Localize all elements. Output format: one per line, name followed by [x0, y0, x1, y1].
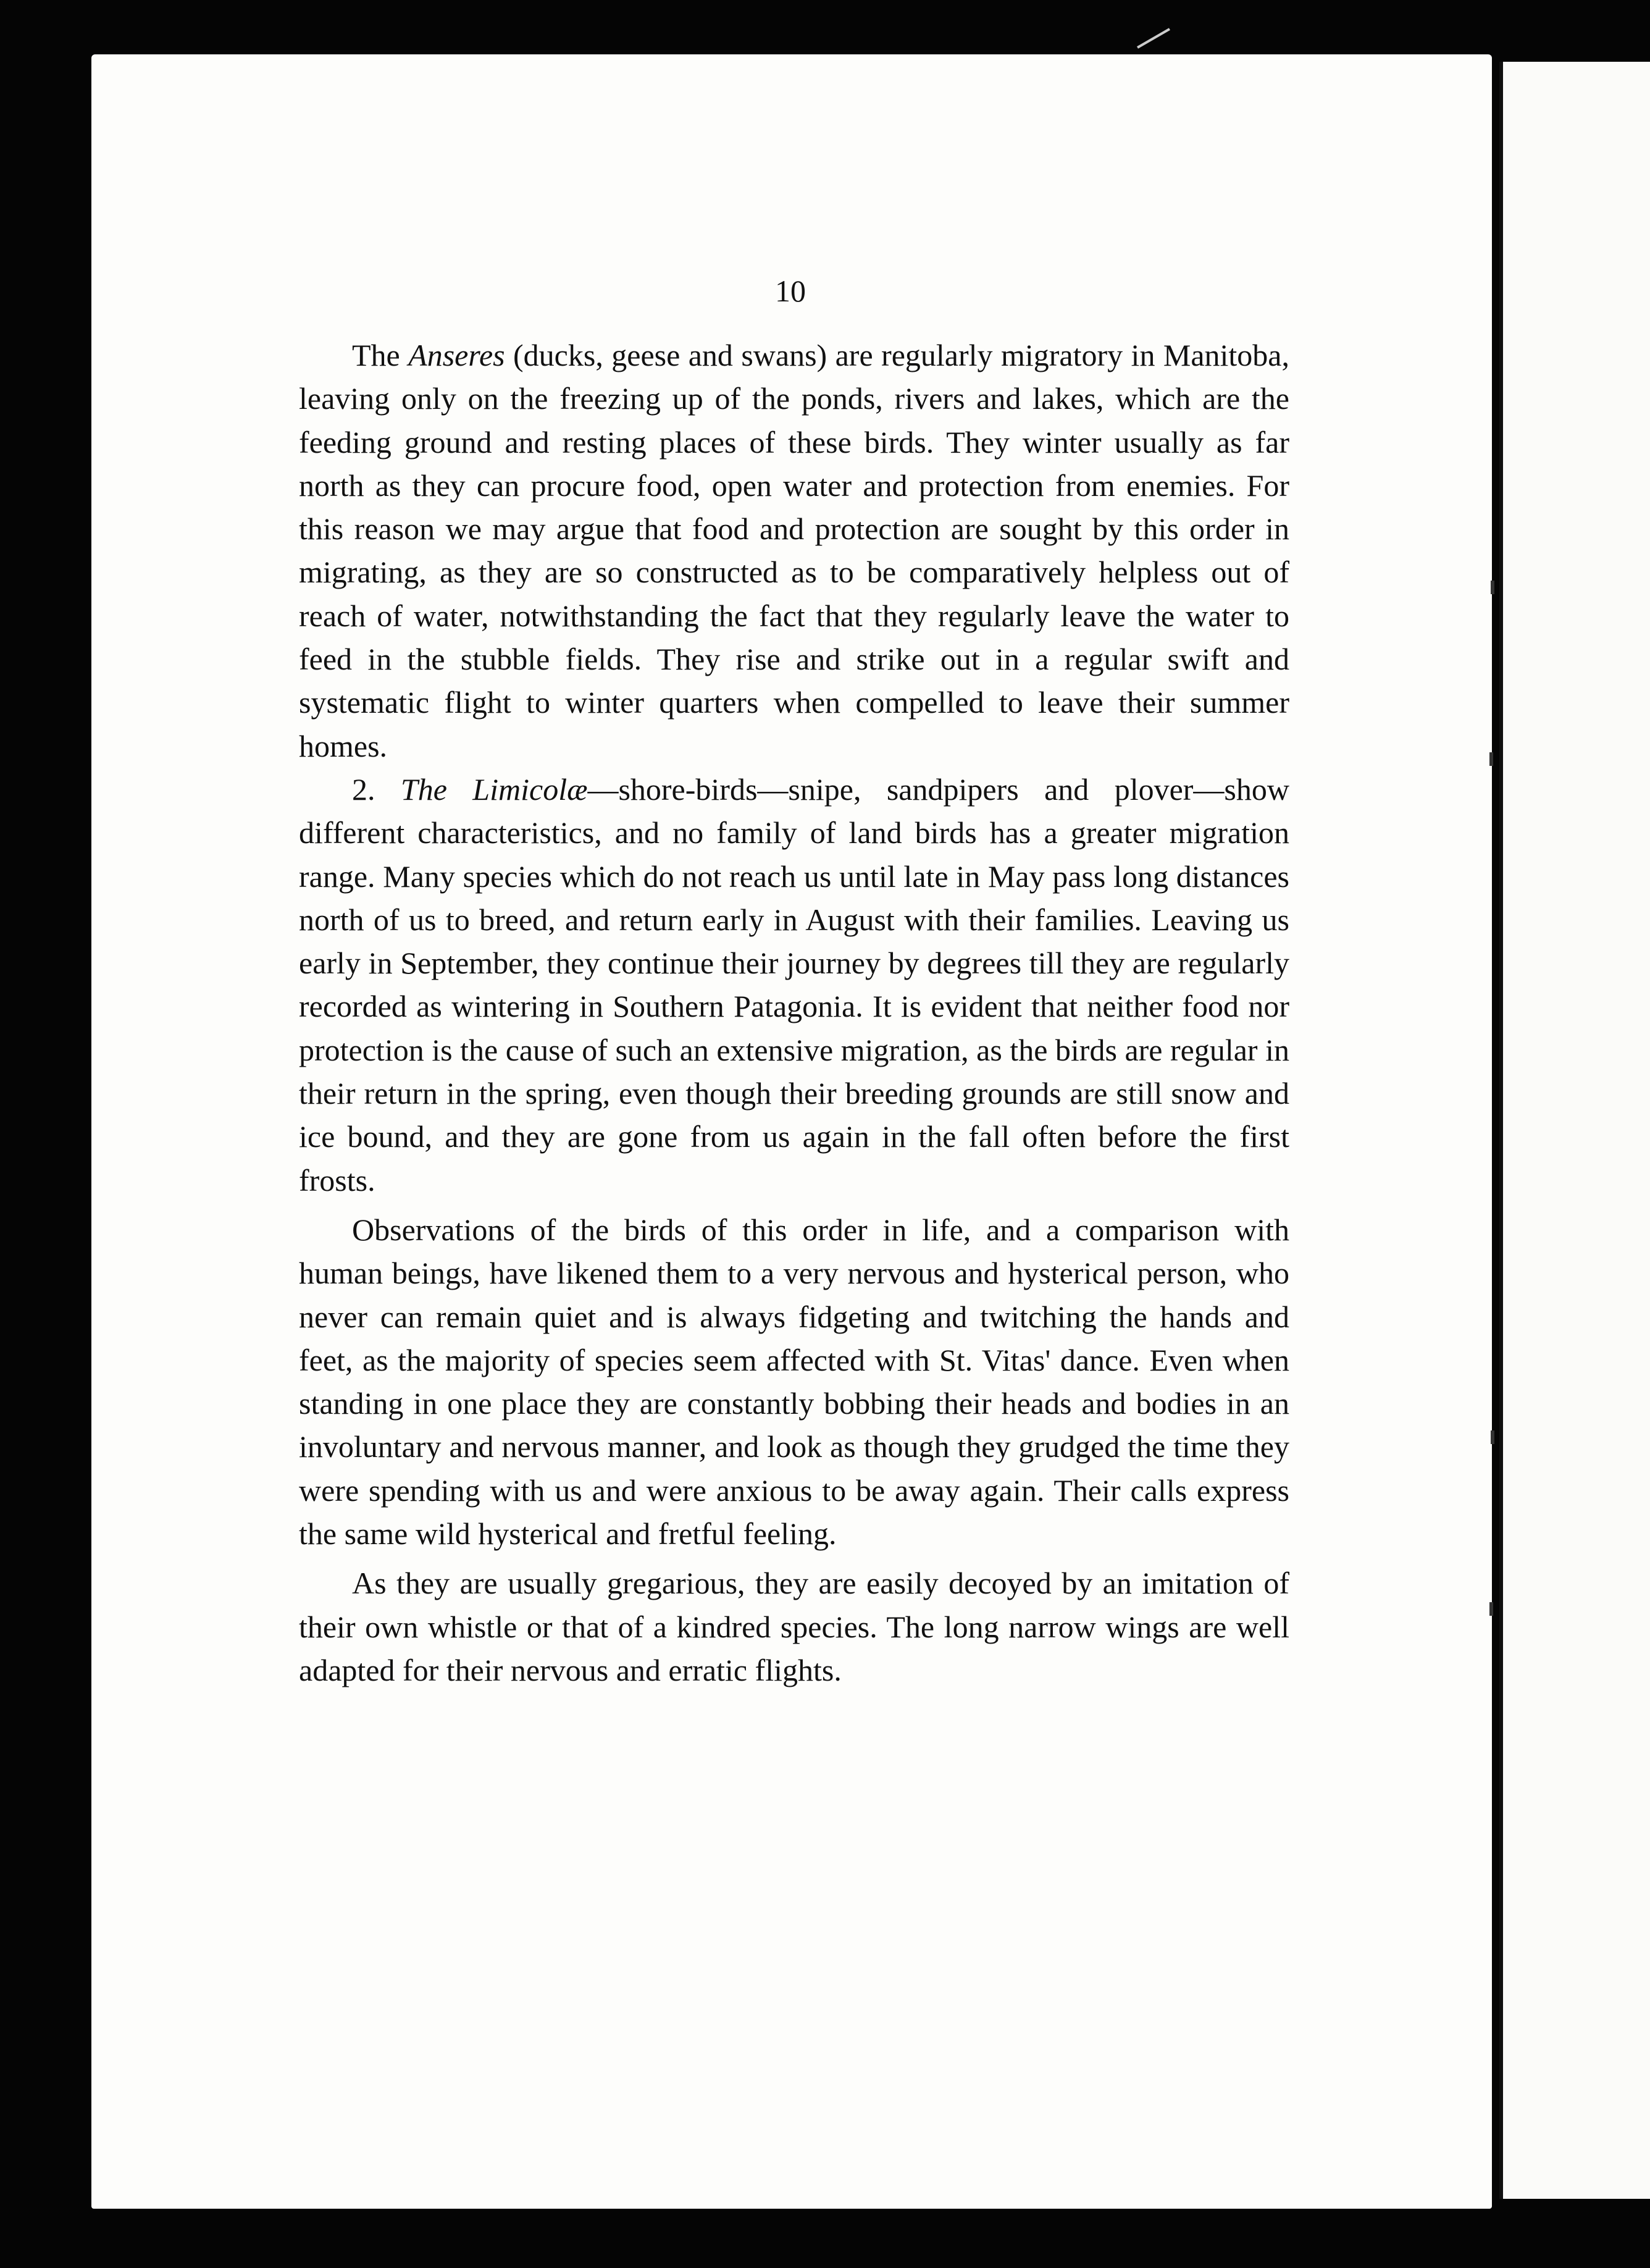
italic-term: Anseres — [408, 338, 505, 372]
text-run: As they are usually gregarious, they are easily decoyed by an imitation of their own whistle or that of a kindred species. The long narrow wings are well adapted for their nervous and erratic flights. — [299, 1566, 1289, 1687]
edge-speck — [1489, 1602, 1493, 1616]
text-run: Observations of the birds of this order in life, and a comparison with human beings, have likened them to a very nervous and hysterical person, who never can remain quiet and is always fidgeting and twitching the hands and feet, as the majority of species seem affected with St. Vitas' dance. Even when standing in one place they are constantly bobbing their heads and bodies in an involuntary and nervous manner, and look as though they grudged the time they were spending with us and were anxious to be away again. Their calls express the same wild hysterical and fretful feeling. — [299, 1212, 1289, 1552]
edge-speck — [1491, 581, 1494, 594]
paragraph — [299, 334, 1289, 768]
paragraph — [299, 768, 1289, 1202]
page-number: 10 — [775, 274, 806, 308]
text-run: The — [352, 338, 409, 372]
text-run: —shore-birds—snipe, sandpipers and plover—show different characteristics, and no family of land birds has a greater migration range. Many species which do not reach us until late in May pass long distances north of us to breed, and return early in August with their families. Leaving us early in September, they continue their journey by degrees till they are regularly recorded as wintering in Southern Patagonia. It is evident that neither food nor protection is the cause of such an extensive migration, as the birds are regular in their return in the spring, even though their breeding grounds are still snow and ice bound, and they are gone from us again in the fall often before the first frosts. — [299, 771, 1289, 1198]
adjacent-page-edge — [1499, 62, 1650, 2199]
italic-term: The Limicolæ — [400, 771, 588, 807]
text-run: (ducks, geese and swans) are regularly migratory in Manitoba, leaving only on the freezing up of the ponds, rivers and lakes, which are the feeding ground and resting places of these birds. They winter usually as far north as they can procure food, open water and protection from enemies. For this reason we may argue that food and protection are sought by this order in migrating, as they are so constructed as to be comparatively helpless out of reach of water, notwithstanding the fact that they regularly leave the water to feed in the stubble fields. They rise and strike out in a regular swift and systematic flight to winter quarters when compelled to leave their summer homes. — [299, 338, 1289, 763]
text-run: 2. — [352, 771, 401, 807]
paragraph — [299, 1208, 1289, 1555]
body-text — [299, 334, 1289, 1692]
edge-speck — [1491, 1430, 1494, 1444]
paragraph — [299, 1561, 1289, 1692]
scan-mark — [1137, 28, 1170, 48]
edge-speck — [1489, 752, 1493, 766]
